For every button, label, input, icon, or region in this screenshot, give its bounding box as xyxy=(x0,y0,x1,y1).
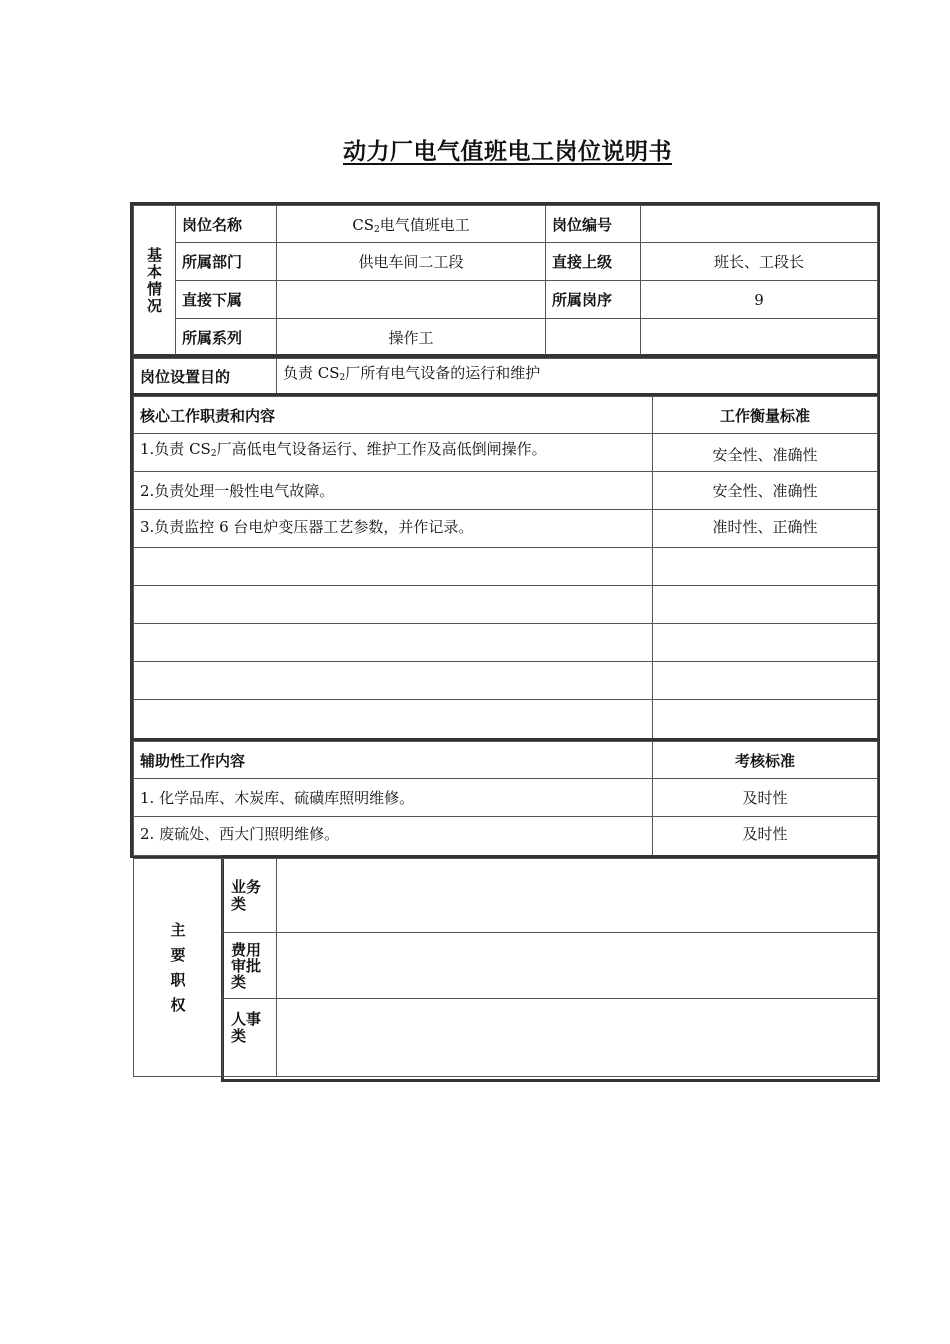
purpose-label: 岗位设置目的 xyxy=(134,359,277,394)
aux-duty-item: 2. 废硫处、西大门照明维修。 xyxy=(134,817,653,856)
core-duty-standard: 安全性、准确性 xyxy=(653,472,878,510)
empty-row-cell xyxy=(134,662,653,700)
empty-row-cell xyxy=(134,586,653,624)
empty-cell xyxy=(641,319,878,357)
position-name-label: 岗位名称 xyxy=(176,206,277,243)
aux-duty-standard: 及时性 xyxy=(653,817,878,856)
empty-row-cell xyxy=(653,662,878,700)
aux-duty-standard: 及时性 xyxy=(653,779,878,817)
core-standard-header: 工作衡量标准 xyxy=(653,397,878,434)
empty-row-cell xyxy=(134,700,653,739)
department-label: 所属部门 xyxy=(176,243,277,281)
empty-row-cell xyxy=(134,548,653,586)
position-code-value xyxy=(641,206,878,243)
superior-label: 直接上级 xyxy=(546,243,641,281)
position-name-value: $CS_2$电气值班电工 xyxy=(277,206,546,243)
personnel-label: 人事类 xyxy=(223,999,277,1077)
core-duties-table xyxy=(133,396,878,739)
empty-row-cell xyxy=(653,624,878,662)
basic-info-table xyxy=(133,205,878,357)
empty-row-cell xyxy=(653,548,878,586)
core-duty-standard: 安全性、准确性 xyxy=(653,434,878,472)
empty-cell xyxy=(546,319,641,357)
page-title: 动力厂电气值班电工岗位说明书 xyxy=(343,139,672,165)
core-duty-item: 3.负责监控 6 台电炉变压器工艺参数，并作记录。 xyxy=(134,510,653,548)
core-duty-item: 2.负责处理一般性电气故障。 xyxy=(134,472,653,510)
basic-info-side-label: 基本情况 xyxy=(134,206,176,357)
superior-value: 班长、工段长 xyxy=(641,243,878,281)
personnel-value xyxy=(277,999,878,1077)
subordinate-value xyxy=(277,281,546,319)
series-label: 所属系列 xyxy=(176,319,277,357)
purpose-table xyxy=(133,358,878,394)
expense-label: 费用审批类 xyxy=(223,933,277,999)
empty-row-cell xyxy=(653,586,878,624)
subordinate-label: 直接下属 xyxy=(176,281,277,319)
empty-row-cell xyxy=(134,624,653,662)
aux-standard-header: 考核标准 xyxy=(653,742,878,779)
position-code-label: 岗位编号 xyxy=(546,206,641,243)
powers-table xyxy=(133,858,878,1077)
aux-duties-header: 辅助性工作内容 xyxy=(134,742,653,779)
business-value xyxy=(277,859,878,933)
business-label: 业务类 xyxy=(223,859,277,933)
core-duties-header: 核心工作职责和内容 xyxy=(134,397,653,434)
powers-side-label: 主要职权 xyxy=(134,859,223,1077)
series-value: 操作工 xyxy=(277,319,546,357)
core-duty-standard: 准时性、正确性 xyxy=(653,510,878,548)
core-duty-item: 1.负责 $CS_2$厂高低电气设备运行、维护工作及高低倒闸操作。 xyxy=(134,434,653,472)
empty-row-cell xyxy=(653,700,878,739)
expense-value xyxy=(277,933,878,999)
purpose-value: 负责 $CS_2$厂所有电气设备的运行和维护 xyxy=(277,359,878,394)
sequence-label: 所属岗序 xyxy=(546,281,641,319)
aux-duty-item: 1. 化学品库、木炭库、硫磺库照明维修。 xyxy=(134,779,653,817)
aux-duties-table xyxy=(133,741,878,856)
sequence-value: 9 xyxy=(641,281,878,319)
department-value: 供电车间二工段 xyxy=(277,243,546,281)
